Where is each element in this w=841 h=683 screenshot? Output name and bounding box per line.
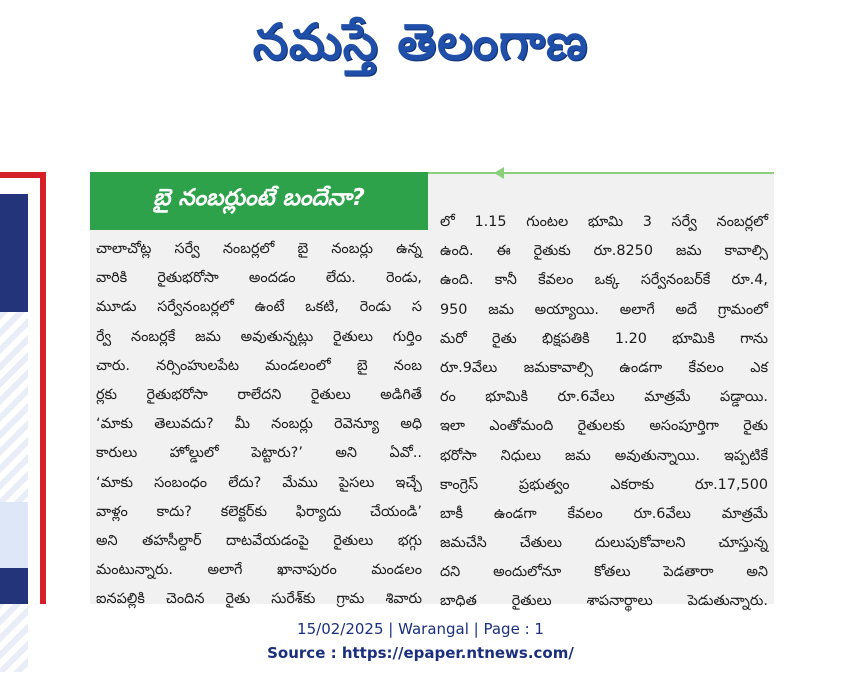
source-link[interactable]: Source : https://epaper.ntnews.com/ [267,644,574,662]
text-line: ఐనపల్లికి చెందిన రైతు సురేశ్‌కు గ్రామ శివారు [96,591,422,608]
text-line: భరోసా నిధులు జమ అవుతున్నాయి. ఇప్పటికే [440,447,768,464]
text-line: బాకీ ఉండగా కేవలం రూ.6వేలు మాత్రమే [440,505,768,522]
text-line: ఇలా ఎంతోమంది రైతులకు అసంపూర్తిగా రైతు [440,418,768,435]
text-line: కారులు హోల్డులో పెట్టారు?’ అని ఏవో.. [96,445,422,462]
navy-block-bottom [0,568,28,604]
text-line: ‘మాకు సంబంధం లేదు? మేము పైసలు ఇచ్చే [96,474,422,491]
text-line: దని అందులోనూ కోతలు పెడతారా అని [440,564,768,581]
green-top-rule [428,172,774,174]
text-line: ఉంది. ఈ రైతుకు రూ.8250 జమ కావాల్సి [440,243,768,260]
text-line: 950 జమ అయ్యాయి. అలాగే అదే గ్రామంలో [440,301,768,318]
article-column-left [96,235,422,614]
article-clipping [90,172,774,610]
text-line: కాంగ్రెస్ ప్రభుత్వం ఎకరాకు రూ.17,500 [440,476,768,493]
text-line: ర్వే నంబర్లకే జమ అవుతున్నట్లు రైతులు గుర్తిం [96,328,422,345]
text-line: జమచేసి చేతులు దులుపుకోవాలని చూస్తున్న [440,535,768,552]
text-line: రం భూమికి రూ.6వేలు మాత్రమే పడ్డాయి. [440,389,768,406]
edition-info: 15/02/2025 | Warangal | Page : 1 [297,620,544,638]
text-line: రూ.9వేలు జమకావాల్సి ఉండగా కేవలం ఎక [440,359,768,376]
article-headline: బై నంబర్లుంటే బందేనా? [153,185,365,211]
text-line: చాలాచోట్ల సర్వే నంబర్లలో బై నంబర్లు ఉన్న [96,241,422,257]
text-line: మూడు సర్వేనంబర్లలో ఉంటే ఒకటి, రెండు స [96,299,422,316]
text-line: వాళ్లం కాదు? కలెక్టర్‌కు ఫిర్యాదు చేయండి’ [96,503,422,520]
text-line: బాధిత రైతులు శాపనార్థాలు పెడుతున్నారు. [440,593,768,610]
article-column-right [440,208,768,617]
hatched-panel [0,312,28,672]
light-blue-panel [0,502,28,568]
text-line: మంటున్నారు. అలాగే ఖానాపురం మండలం [96,562,422,579]
text-line: ఉంది. కానీ కేవలం ఒక్క సర్వేనంబర్‌కే రూ.4, [440,272,768,289]
text-line: చారు. నర్సింహులపేట మండలంలో బై నంబ [96,357,422,374]
green-arrow-icon [494,167,504,179]
text-line: మరో రైతు భిక్షపతికి 1.20 భూమికి గాను [440,330,768,347]
headline-banner [90,172,428,230]
navy-block-top [0,194,28,312]
adjacent-article-fragment [0,172,46,604]
text-line: ర్లకు రైతుభరోసా రాలేదని రైతులు అడిగితే [96,386,422,403]
text-line: లో 1.15 గుంటల భూమి 3 సర్వే నంబర్లలో [440,214,768,230]
text-line: అని తహసీల్దార్ దాటవేయడంపై రైతులు భగ్గు [96,532,422,549]
text-line: ‘మాకు తెలువదు? మీ నంబర్లు రెవెన్యూ అధి [96,416,422,433]
text-line: వారికి రైతుభరోసా అందడం లేదు. రెండు, [96,270,422,287]
newspaper-masthead: నమస్తే తెలంగాణ [252,13,589,71]
